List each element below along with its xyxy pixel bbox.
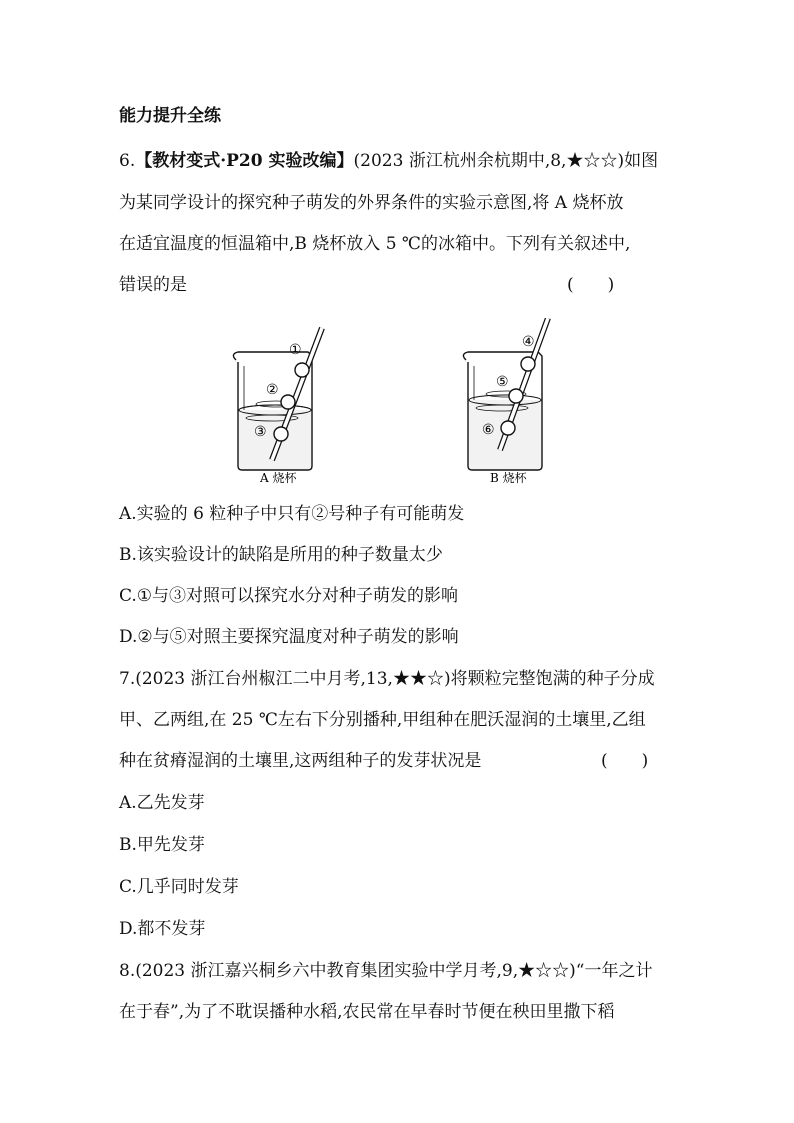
seed-label-1: ① — [289, 342, 302, 358]
q6-tag: 【教材变式·P20 实验改编】 — [135, 151, 354, 171]
q6-option-b: B.该实验设计的缺陷是所用的种子数量太少 — [119, 545, 443, 565]
q6-source: (2023 浙江杭州余杭期中,8,★☆☆) — [353, 151, 625, 171]
section-title: 能力提升全练 — [119, 106, 221, 126]
q6-number: 6. — [119, 151, 136, 171]
q6-option-c: C.①与③对照可以探究水分对种子萌发的影响 — [119, 586, 459, 606]
q6-option-a: A.实验的 6 粒种子中只有②号种子有可能萌发 — [119, 504, 465, 524]
q7-option-a: A.乙先发芽 — [119, 793, 205, 813]
q7-answer-blank[interactable]: ( ) — [601, 751, 649, 771]
q7-option-c: C.几乎同时发芽 — [119, 877, 239, 897]
beaker-a-label: A 烧杯 — [260, 471, 297, 485]
q6-line-3: 在适宜温度的恒温箱中,B 烧杯放入 5 ℃的冰箱中。下列有关叙述中, — [119, 234, 631, 254]
beaker-b — [463, 318, 548, 470]
q6-line-2: 为某同学设计的探究种子萌发的外界条件的实验示意图,将 A 烧杯放 — [119, 193, 624, 213]
beaker-a — [233, 328, 322, 470]
seed-label-4: ④ — [522, 334, 535, 350]
q7-option-b: B.甲先发芽 — [119, 835, 205, 855]
seed-label-6: ⑥ — [482, 422, 495, 438]
q6-line-1 — [119, 150, 658, 172]
seed-label-2: ② — [266, 382, 279, 398]
seed-label-3: ③ — [254, 424, 267, 440]
q6-line1-tail: 如图 — [624, 151, 659, 171]
experiment-figure — [226, 318, 556, 488]
q8-line-1: 8.(2023 浙江嘉兴桐乡六中教育集团实验中学月考,9,★☆☆)“一年之计 — [119, 961, 653, 981]
seed-label-5: ⑤ — [496, 374, 509, 390]
q7-line-1: 7.(2023 浙江台州椒江二中月考,13,★★☆)将颗粒完整饱满的种子分成 — [119, 669, 655, 689]
beaker-b-label: B 烧杯 — [490, 471, 527, 485]
q6-line-4: 错误的是 — [119, 275, 187, 295]
q6-answer-blank[interactable]: ( ) — [567, 275, 615, 295]
q7-line-3: 种在贫瘠湿润的土壤里,这两组种子的发芽状况是 — [119, 751, 482, 771]
q8-line-2: 在于春”,为了不耽误播种水稻,农民常在早春时节便在秧田里撒下稻 — [119, 1002, 615, 1022]
q6-option-d: D.②与⑤对照主要探究温度对种子萌发的影响 — [119, 627, 459, 647]
q7-line-2: 甲、乙两组,在 25 ℃左右下分别播种,甲组种在肥沃湿润的土壤里,乙组 — [119, 710, 646, 730]
q7-option-d: D.都不发芽 — [119, 919, 206, 939]
